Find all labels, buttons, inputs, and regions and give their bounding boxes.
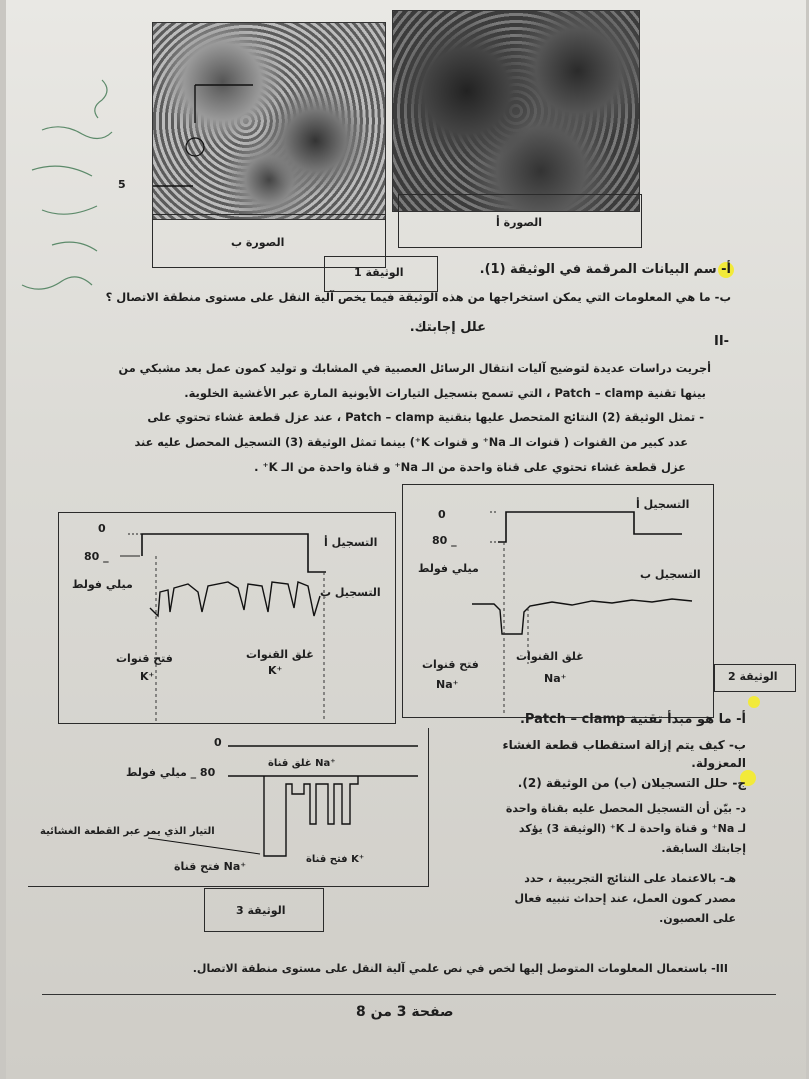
doc2-right-close-na: غلق القنوات — [516, 650, 584, 663]
question-2e: هـ- بالاعتماد على النتائج التجريبية ، حدد — [524, 872, 736, 885]
question-2c: ج- حلل التسجيلان (ب) من الوثيقة (2). — [517, 776, 746, 790]
doc2-left-rec-b: التسجيل ب — [320, 586, 381, 599]
doc2-caption: الوثيقة 2 — [728, 670, 778, 683]
part2-line2: بينها تقنية Patch – clamp ، التي تسمح بتسجيل التيارات الأيونية المارة عبر الأغشية الخلوية. — [184, 386, 706, 400]
question-2d: د- بيّن أن التسجيل المحصل عليه بقناة واحدة — [505, 802, 746, 815]
doc2-left-close-k-ion: K⁺ — [268, 664, 283, 677]
micrograph-b — [152, 22, 386, 220]
highlight-qa — [748, 696, 760, 708]
question-1b-justify: علل إجابتك. — [409, 320, 486, 335]
question-2b: ب- كيف يتم إزالة استقطاب قطعة الغشاء — [502, 738, 746, 752]
doc3-zero: 0 — [214, 736, 222, 749]
doc3-minus80: 80 _ ميلي فولط — [126, 766, 216, 779]
doc2-left-zero: 0 — [98, 522, 106, 535]
doc2-right-open-na: فتح قنوات — [422, 658, 479, 671]
doc2-left-unit: ميلي فولط — [72, 578, 133, 591]
question-2a: أ- ما هو مبدأ تقنية Patch – clamp. — [519, 712, 746, 727]
question-2b-cont: المعزولة. — [691, 756, 746, 770]
doc2-right-open-na-ion: Na⁺ — [436, 678, 459, 691]
doc2-right-zero: 0 — [438, 508, 446, 521]
part2-line4: عدد كبير من القنوات ( قنوات الـ Na⁺ و قنوات K⁺) بينما تمثل الوثيقة (3) التسجيل المحصل عليه عند — [134, 436, 688, 449]
question-2d-cont2: إجابتك السابقة. — [661, 842, 746, 855]
doc2-right-minus80: 80 _ — [432, 534, 457, 547]
doc2-right-rec-b: التسجيل ب — [640, 568, 701, 581]
doc3-open-k: فتح قناة K⁺ — [306, 854, 365, 865]
doc2-left-rec-a: التسجيل أ — [324, 536, 378, 549]
question-2e-cont2: على العصبون. — [659, 912, 736, 925]
doc2-right-unit: ميلي فولط — [418, 562, 479, 575]
part2-line3: - تمثل الوثيقة (2) النتائج المتحصل عليها بتقنية Patch – clamp ، عند عزل قطعة غشاء تحتوي على — [147, 410, 704, 424]
doc3-open-na: فتح قناة Na⁺ — [174, 860, 247, 873]
question-1b: ب- ما هي المعلومات التي يمكن استخراجها من هذه الوثيقة فيما يخص آلية النقل على مستوى منطقة الاتصال ؟ — [105, 290, 731, 304]
label-image-b: الصورة ب — [231, 236, 285, 249]
page-number: صفحة 3 من 8 — [356, 1004, 454, 1020]
doc2-left-close-k: غلق القنوات — [246, 648, 314, 661]
doc2-right-rec-a: التسجيل أ — [636, 498, 690, 511]
question-1a: أ- سم البيانات المرقمة في الوثيقة (1). — [479, 262, 731, 277]
exam-page — [6, 0, 806, 1079]
doc2-left-minus80: 80 _ — [84, 550, 109, 563]
doc3-current: التيار الذي يمر عبر القطعة الغشائية — [40, 826, 215, 837]
micrograph-a — [392, 10, 640, 212]
question-2e-cont: مصدر كمون العمل، عند إحداث تنبيه فعال — [514, 892, 736, 905]
label-image-a: الصورة أ — [496, 216, 543, 229]
part2-numeral: II- — [714, 334, 730, 349]
doc2-left-open-k: فتح قنوات — [116, 652, 173, 665]
footer-rule — [42, 994, 776, 995]
question-2d-cont: لـ Na⁺ و قناة واحدة لـ K⁺ (الوثيقة 3) يؤكد — [518, 822, 746, 835]
marker-5: 5 — [118, 178, 126, 191]
part2-line5: عزل قطعة غشاء تحتوي على قناة واحدة من الـ Na⁺ و قناة واحدة من الـ K⁺ . — [254, 460, 686, 474]
doc3-caption: الوثيقة 3 — [236, 904, 286, 917]
doc1-caption: الوثيقة 1 — [354, 266, 404, 279]
micrograph-b-pointer — [153, 23, 385, 219]
doc2-right-close-na-ion: Na⁺ — [544, 672, 567, 685]
doc2-left-open-k-ion: K⁺ — [140, 670, 155, 683]
part2-line1: أجريت دراسات عديدة لتوضيح آليات انتقال الرسائل العصبية في المشابك و توليد كمون عمل بعد مشبكي من — [118, 362, 711, 375]
doc3-close-na: غلق قناة Na⁺ — [268, 758, 336, 769]
part3-text: III- باستعمال المعلومات المتوصل إليها لخص في نص علمي آلية النقل على مستوى منطقة الاتصال. — [192, 962, 728, 975]
